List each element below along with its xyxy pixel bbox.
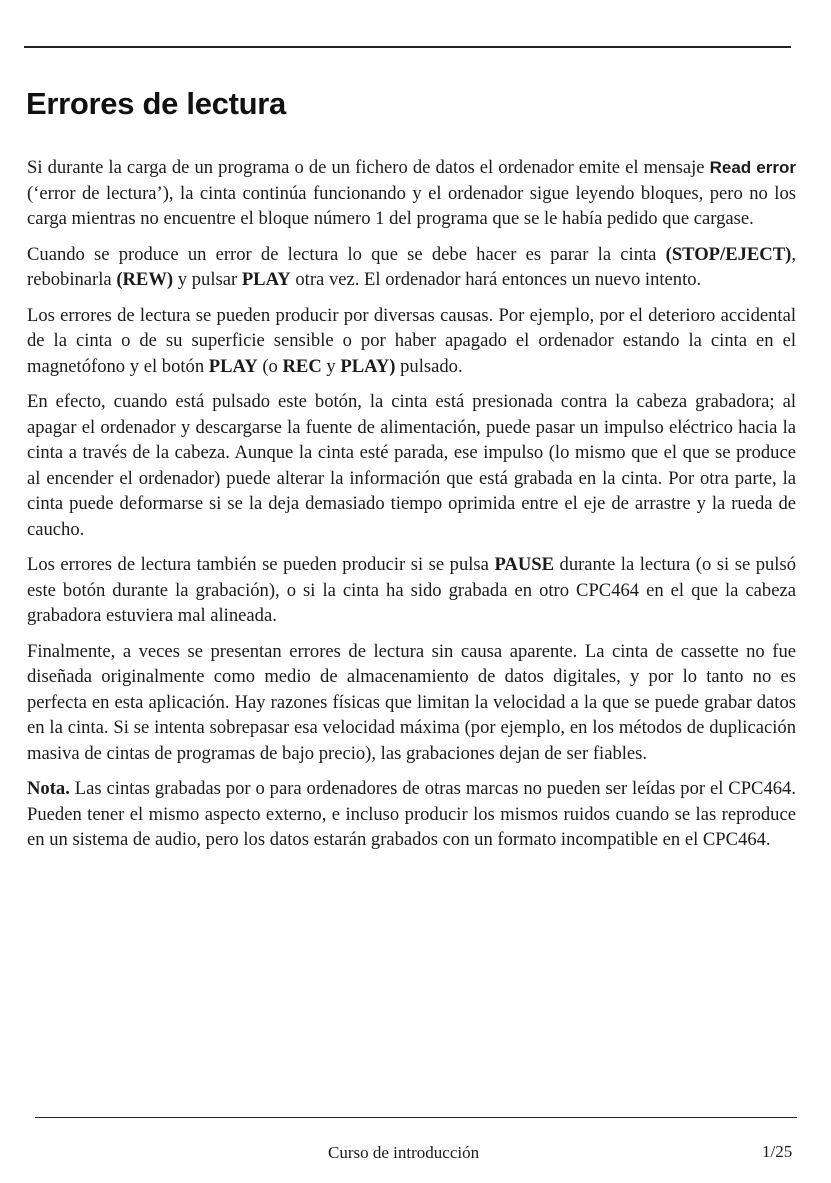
note-text: Las cintas grabadas por o para ordenadores de otras marcas no pueden ser leídas por el CPC464. Pueden tener el mismo aspecto externo, e incluso producir los mismos ruidos cuando se las reproduce en un sistema de audio, pero los datos estarán grabados con un formato incompatible en el CPC464. (27, 778, 796, 850)
page-title: Errores de lectura (26, 86, 286, 121)
page-number: 1/25 (762, 1142, 793, 1161)
footer-title: Curso de introducción (328, 1143, 480, 1162)
p5-text-1: Los errores de lectura también se pueden producir si se pulsa (27, 554, 495, 575)
p3-text-1: Los errores de lectura se pueden producir por diversas causas. Por ejemplo, por el deterioro accidental de la cinta o de su superficie sensible o por haber apagado el ordenador estando la cinta en el magnetófono y el botón (27, 304, 796, 377)
paragraph-note (27, 776, 796, 853)
key-play: PLAY (208, 355, 258, 377)
paragraph-what-to-do (27, 242, 796, 293)
paragraph-pause (27, 552, 796, 629)
key-rew: (REW) (116, 269, 174, 290)
p3-text-4: pulsado. (395, 355, 463, 377)
p5-text-2: durante la lectura (o si se pulsó este botón durante la grabación), o si la cinta ha sido grabada en otro CPC464 en el que la cabeza grabadora estuviera mal alineada. (27, 554, 796, 626)
body-text (27, 155, 796, 863)
key-rec: REC (282, 355, 322, 377)
paragraph-read-error (27, 155, 796, 232)
key-play: PLAY) (340, 355, 396, 377)
p2-text-2: , rebobinarla (27, 243, 796, 290)
footer-rule (35, 1117, 797, 1118)
p2-text-1: Cuando se produce un error de lectura lo que se debe hacer es parar la cinta (27, 243, 666, 265)
header-rule (24, 46, 791, 48)
key-pause: PAUSE (494, 554, 555, 575)
p2-text-3: y pulsar (173, 269, 242, 290)
p1-intro: Si durante la carga de un programa o de un fichero de datos el ordenador emite el mensaje (27, 157, 710, 178)
paragraph-finally: Finalmente, a veces se presentan errores de lectura sin causa aparente. La cinta de cassette no fue diseñada originalmente como medio de almacenamiento de datos digitales, y por lo tanto no es perfecta en esta aplicación. Hay razones físicas que limitan la velocidad a la que se puede grabar datos en la cinta. Si se intenta sobrepasar esa velocidad máxima (por ejemplo, en los métodos de duplicación masiva de cintas de programas de bajo precio), las grabaciones dejan de ser fiables. (27, 640, 796, 764)
p3-text-2: (o (257, 355, 283, 377)
paragraph-effect: En efecto, cuando está pulsado este botón, la cinta está presionada contra la cabeza grabadora; al apagar el ordenador y descargarse la fuente de alimentación, puede pasar un impulso eléctrico hacia la cinta a través de la cabeza. Aunque la cinta esté parada, ese impulso (lo mismo que el que se produce al encender el ordenador) puede alterar la información que está grabada en la cinta. Por otra parte, la cinta puede deformarse si se la deja demasiado tiempo oprimida entre el eje de arrastre y la rueda de caucho. (27, 391, 796, 540)
note-label: Nota. (27, 778, 70, 799)
p1-rest: (‘error de lectura’), la cinta continúa funcionando y el ordenador sigue leyendo bloques, pero no los carga mientras no encuentre el bloque número 1 del programa que se le había pedido que cargase. (27, 182, 796, 229)
paragraph-causes (27, 303, 796, 380)
key-stop-eject: (STOP/EJECT) (665, 243, 792, 265)
p2-text-4: otra vez. El ordenador hará entonces un nuevo intento. (290, 269, 702, 290)
key-play: PLAY (241, 269, 291, 290)
read-error-message: Read error (709, 158, 796, 177)
p3-text-3: y (321, 355, 341, 377)
